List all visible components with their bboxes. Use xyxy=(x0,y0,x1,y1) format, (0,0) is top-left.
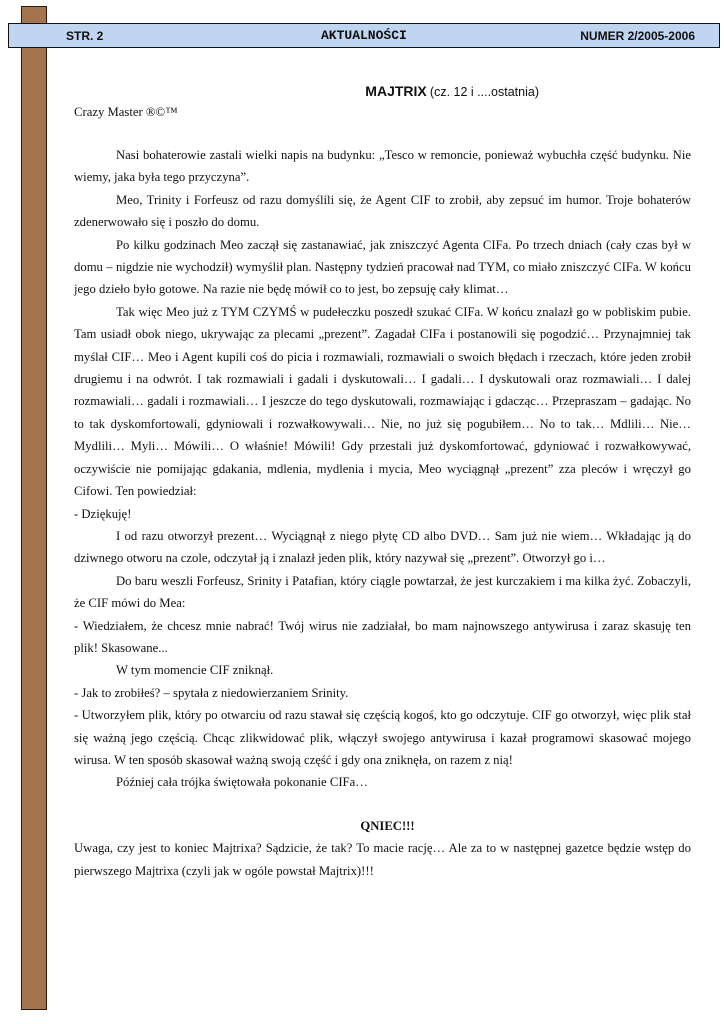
dialogue-line: - Dziękuję! xyxy=(74,506,132,521)
paragraph: I od razu otworzył prezent… Wyciągnął z niego płytę CD albo DVD… Sam już nie wiem… Wkładając ją do dziwnego otworu na czole, odczytał ją i znalazł jeden plik, który nazywał się „prezent”. Otworzył go i… xyxy=(74,528,691,566)
paragraph: Meo, Trinity i Forfeusz od razu domyślili się, że Agent CIF to zrobił, aby zepsuć im humor. Troje bohaterów zdenerwowało się i poszło do domu. xyxy=(74,192,691,230)
paragraph: W tym momencie CIF zniknął. xyxy=(116,663,274,678)
decorative-sidebar-bar xyxy=(21,6,47,1010)
dialogue-line: - Wiedziałem, że chcesz mnie nabrać! Twój wirus nie zadziałał, bo mam najnowszego antywirusa i zaraz skasuję ten plik! Skasowane... xyxy=(74,618,691,655)
dialogue-line: - Jak to zrobiłeś? – spytała z niedowierzaniem Srinity. xyxy=(74,685,349,700)
paragraph: Do baru weszli Forfeusz, Srinity i Patafian, który ciągle powtarzał, że jest kurczakiem i ma kilka żyć. Zobaczyli, że CIF mówi do Mea: xyxy=(74,573,691,611)
paragraph: Nasi bohaterowie zastali wielki napis na budynku: „Tesco w remoncie, ponieważ wybuchła część budynku. Nie wiemy, jaka była tego przyczyna”. xyxy=(74,148,691,185)
ending-title: QNIEC!!! xyxy=(360,818,415,833)
issue-number: NUMER 2/2005-2006 xyxy=(580,29,695,43)
article-author: Crazy Master ®©™ xyxy=(74,105,178,119)
article xyxy=(74,82,691,882)
article-title-line xyxy=(74,82,539,101)
paragraph: Po kilku godzinach Meo zaczął się zastanawiać, jak zniszczyć Agenta CIFa. Po trzech dniach (cały czas był w domu – nigdzie nie wychodził) wymyślił plan. Następny tydzień pracował nad TYM, co miało zniszczyć CIFa. W końcu jego dzieło było gotowe. Na razie nie będę mówił co to jest, bo zepsuję cały klimat… xyxy=(74,237,691,297)
article-subtitle: (cz. 12 i ....ostatnia) xyxy=(429,85,539,99)
article-title: MAJTRIX xyxy=(365,83,427,99)
page-number: STR. 2 xyxy=(66,29,104,43)
page-header xyxy=(8,23,720,48)
paragraph: Tak więc Meo już z TYM CZYMŚ w pudełeczku poszedł szukać CIFa. W końcu znalazł go w pobliskim pubie. Tam usiadł obok niego, ukrywając za plecami „prezent”. Zagadał CIFa i postanowili się pogodzić… Przynajmniej tak myślał CIF… Meo i Agent kupili coś do picia i rozmawiali, rozmawiali o swoich błędach i rzeczach, które jeden zrobił drugiemu i na odwrót. I tak rozmawiali i gadali i dyskutowali… I gadali… I dyskutowali oraz rozmawiali… I dalej rozmawiali… gadali i rozmawiali… I jeszcze do tego dyskutowali, rozmawiając i gdacząc… Przepraszam – gadając. No to tak dyskomfortowali, gdyniowali i rozwałkowywali… Nie, no już się pogubiłem… No to tak… Mdlili… Nie… Mydlili… Myli… Mówili… O właśnie! Mówili! Gdy przestali już dyskomfortować, gdyniować i rozwałkowywać, oczywiście nie pomijając gdakania, mdlenia, mydlenia i mycia, Meo wyciągnął „prezent” zza pleców i wręczył go Cifowi. Ten powiedział: xyxy=(74,304,691,499)
section-title: AKTUALNOŚCI xyxy=(321,28,407,43)
ending-text: Uwaga, czy jest to koniec Majtrixa? Sądzicie, że tak? To macie rację… Ale za to w następnej gazetce będzie wstęp do pierwszego Majtrixa (czyli jak w ogóle powstał Majtrix)!!! xyxy=(74,841,691,878)
dialogue-line: - Utworzyłem plik, który po otwarciu od razu stawał się częścią kogoś, kto go odczytuje. CIF go otworzył, więc plik stał się ważną jego częścią. Chcąc zlikwidować plik, włączył swojego antywirusa i kazał programowi skasować mojego wirusa. W ten sposób skasował ważną swoją część i gdy ona zniknęła, on razem z nią! xyxy=(74,708,691,767)
paragraph: Później cała trójka świętowała pokonanie CIFa… xyxy=(116,775,368,790)
